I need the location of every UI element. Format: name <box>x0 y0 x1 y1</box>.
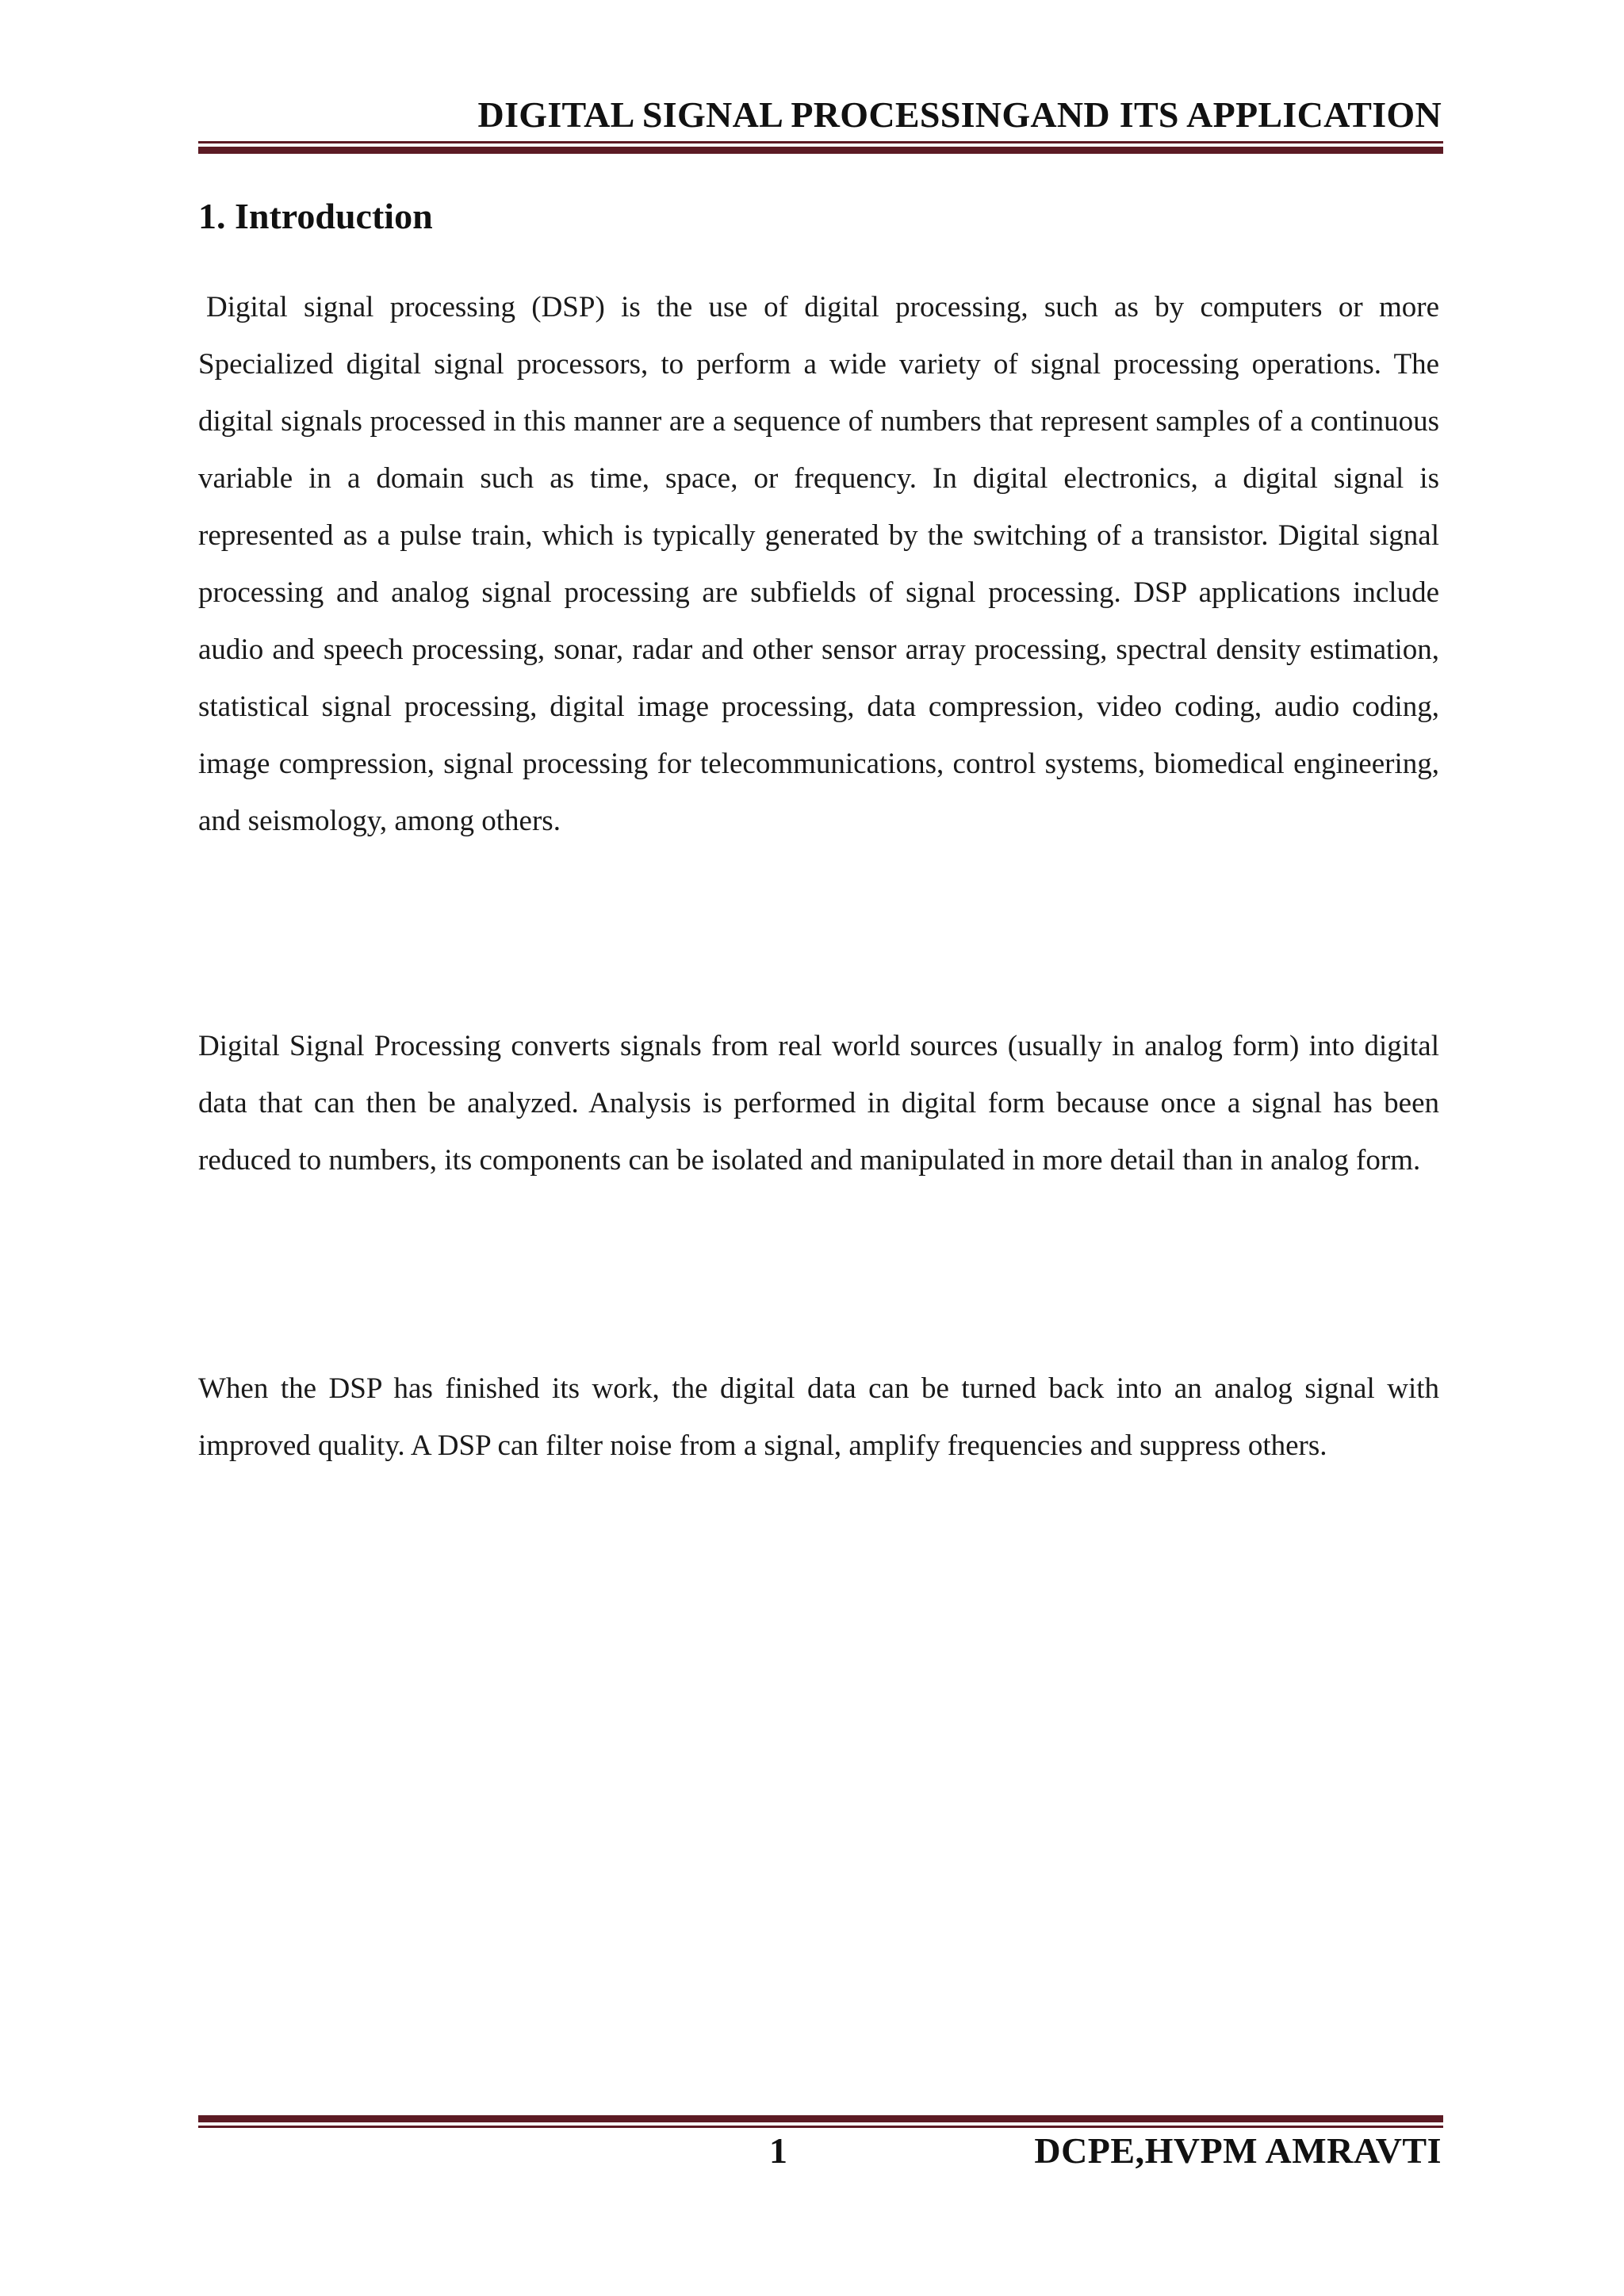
body-paragraph-conversion: Digital Signal Processing converts signals from real world sources (usually in analog form) into digital data that can then be analyzed. Analysis is performed in digital form because once a signal has been reduced to numbers, its components can be isolated and manipulated in more detail than in analog form. <box>198 1030 1439 1177</box>
header-divider <box>198 141 1443 154</box>
section-heading: 1. Introduction <box>198 196 433 236</box>
body-paragraph-intro: Digital signal processing (DSP) is the use of digital processing, such as by computers or more Specialized digital signal processors, to perform a wide variety of signal processing operations. The digital signals processed in this manner are a sequence of numbers that represent samples of a continuous variable in a domain such as time, space, or frequency. In digital electronics, a digital signal is represented as a pulse train, which is typically generated by the switching of a transistor. Digital signal processing and analog signal processing are subfields of signal processing. DSP applications include audio and speech processing, sonar, radar and other sensor array processing, spectral density estimation, statistical signal processing, digital image processing, data compression, video coding, audio coding, image compression, signal processing for telecommunications, control systems, biomedical engineering, and seismology, among others. <box>198 291 1439 837</box>
header-title: DIGITAL SIGNAL PROCESSINGAND ITS APPLICATION <box>477 94 1442 135</box>
page-footer <box>198 2109 1443 2196</box>
footer-rule-thick <box>198 2115 1443 2122</box>
body-paragraph-output: When the DSP has finished its work, the digital data can be turned back into an analog signal with improved quality. A DSP can filter noise from a signal, amplify frequencies and suppress others. <box>198 1372 1439 1462</box>
footer-rule-thin <box>198 2126 1443 2128</box>
page-number: 1 <box>769 2130 787 2171</box>
footer-organization: DCPE,HVPM AMRAVTI <box>1034 2130 1442 2171</box>
page-header <box>198 87 1443 166</box>
footer-divider <box>198 2115 1443 2128</box>
header-rule-thick <box>198 147 1443 154</box>
